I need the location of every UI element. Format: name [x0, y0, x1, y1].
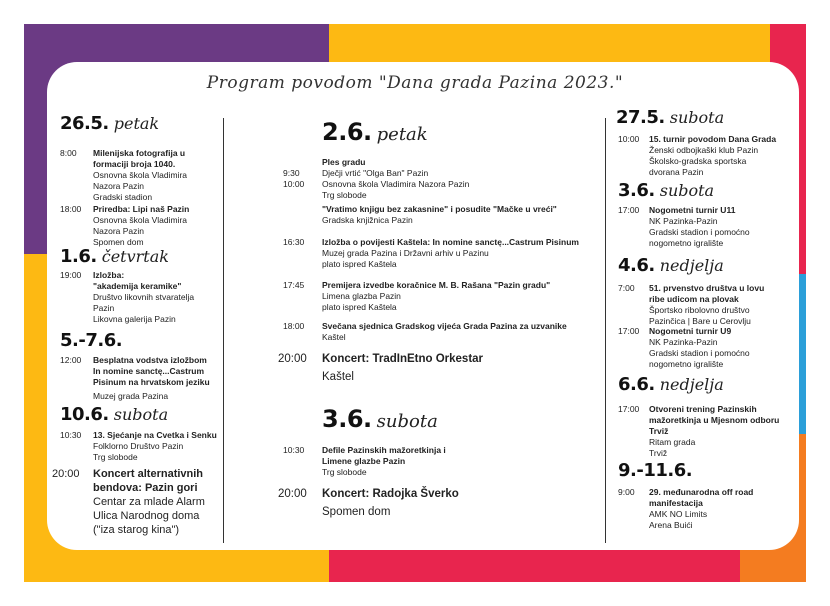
date-heading: 26.5. petak — [60, 113, 160, 134]
date-heading: 27.5. subota — [616, 107, 725, 128]
column-divider-right — [605, 118, 606, 543]
column-divider-left — [223, 118, 224, 543]
date-heading: 5.-7.6. — [60, 330, 123, 351]
date-heading: 3.6. subota — [618, 180, 715, 201]
date-heading: 2.6. petak — [322, 118, 428, 146]
date-heading: 9.-11.6. — [618, 460, 693, 481]
date-heading: 1.6. četvrtak — [60, 246, 169, 267]
page-title: Program povodom "Dana grada Pazina 2023." — [206, 73, 624, 93]
date-heading: 3.6. subota — [322, 405, 438, 433]
date-heading: 6.6. nedjelja — [618, 374, 724, 395]
date-heading: 4.6. nedjelja — [618, 255, 724, 276]
date-heading: 10.6. subota — [60, 404, 169, 425]
